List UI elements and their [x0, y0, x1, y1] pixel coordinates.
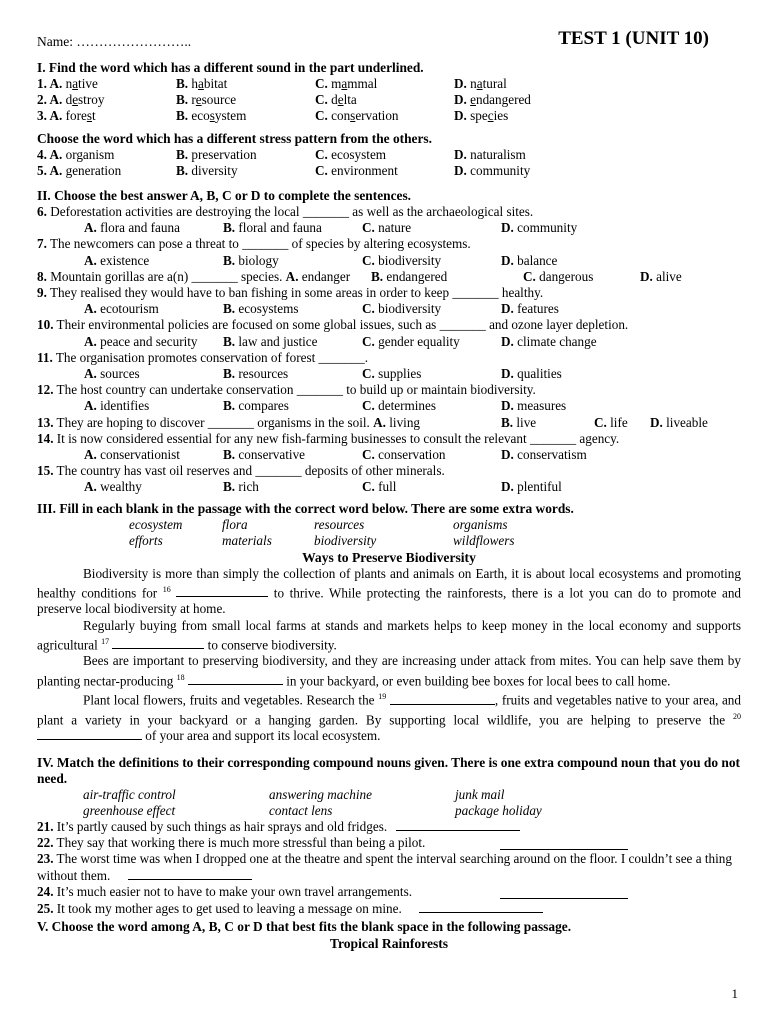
option-a: sources — [100, 366, 140, 382]
passage-paragraph-1: Biodiversity is more than simply the collection of plants and animals on Earth, it is about local ecosystems and promoting healthy conditions for $^{16}$ to thrive. While protecting the rainforests, there is a lot you can do to promote and preserve local biodiversity at home. — [37, 565, 742, 617]
section-4-heading: IV. Match the definitions to their corresponding compound nouns given. There is one extra compound noun that you do not need. — [37, 754, 740, 786]
option-d: D. natural — [454, 76, 507, 91]
option-c: nature — [378, 220, 412, 236]
option-b: compares — [238, 398, 289, 414]
option-c: C. environment — [315, 162, 398, 178]
word-bank-row-2: efforts materials biodiversity wildflowers — [129, 532, 515, 548]
question-text: Their environmental policies are focused on some global issues, such as _______ and ozone layer depletion. — [56, 317, 629, 333]
answer-25[interactable] — [419, 901, 543, 913]
option-b: B. preservation — [176, 146, 257, 162]
option-a: conservationist — [100, 447, 180, 463]
blank-20[interactable] — [37, 728, 142, 740]
option-b: B. diversity — [176, 162, 238, 178]
worksheet-page — [37, 30, 741, 952]
option-c: C. delta — [315, 92, 357, 108]
section-1b-questions — [37, 147, 741, 179]
option-a: 3. A. forest — [37, 108, 96, 124]
blank-18[interactable] — [188, 673, 283, 685]
option-c: biodiversity — [378, 301, 442, 317]
passage-paragraph-4: Plant local flowers, fruits and vegetables. Research the $^{19}$ , fruits and vegetables native to your area, and plant a variety in your backyard or a hanging garden. By supporting local wildlife, you are helping to preserve the $^{20}$ of your area and support its local ecosystem. — [37, 692, 741, 744]
question-text: The host country can undertake conservation _______ to build up or maintain biodiversity. — [56, 382, 536, 398]
question-6: 6. Deforestation activities are destroying the local _______ as well as the archaeological sites. A. flora and fauna B. floral and fauna C. nature D. community — [37, 204, 578, 236]
option-d: D. species — [454, 108, 509, 124]
option-c: determines — [378, 398, 436, 414]
question-text: They realised they would have to ban fishing in some areas in order to keep _______ healthy. — [49, 285, 544, 301]
question-text: Mountain gorillas are a(n) _______ species. — [50, 268, 283, 284]
question-4 — [37, 147, 741, 163]
question-9: 9. They realised they would have to ban fishing in some areas in order to keep _______ healthy. A. ecotourism B. ecosystems C. biodiversity D. features — [37, 285, 559, 317]
option-a: identifies — [100, 398, 150, 414]
option-d: community — [517, 220, 578, 236]
option-c: full — [378, 479, 397, 495]
question-12: 12. The host country can undertake conservation _______ to build up or maintain biodiversity. A. identifies B. compares C. determines D. measures — [37, 382, 567, 414]
question-11: 11. The organisation promotes conservation of forest _______. A. sources B. resources C. supplies D. qualities — [37, 349, 562, 382]
option-b: resources — [238, 366, 289, 382]
option-a: existence — [100, 252, 150, 268]
answer-21[interactable] — [396, 819, 520, 831]
blank-17[interactable] — [112, 637, 204, 649]
question-21: 21. It’s partly caused by such things as hair sprays and old fridges. — [37, 819, 741, 835]
option-c: gender equality — [378, 333, 460, 349]
option-a: flora and fauna — [100, 220, 180, 236]
question-15: 15. The country has vast oil reserves and _______ deposits of other minerals. A. wealthy B. rich C. full D. plentiful — [37, 463, 562, 495]
question-22: 22. They say that working there is much more stressful than being a pilot. — [37, 835, 741, 851]
section-5-passage-title: Tropical Rainforests — [329, 936, 449, 952]
option-c: dangerous — [539, 268, 594, 284]
option-a: wealthy — [100, 479, 142, 495]
option-d: plentiful — [517, 479, 562, 495]
option-d: balance — [517, 252, 558, 268]
option-d: alive — [656, 268, 682, 284]
page-number: 1 — [731, 986, 738, 1001]
option-a: ecotourism — [100, 301, 159, 317]
question-23: 23. The worst time was when I dropped one at the theatre and spent the interval searching around on the floor. I couldn’t see a thing without them. — [37, 851, 732, 883]
answer-22[interactable] — [500, 838, 628, 850]
option-a: 4. A. organism — [37, 146, 115, 162]
option-b: floral and fauna — [238, 220, 322, 236]
word-bank-row-1: ecosystem flora resources organisms — [129, 516, 508, 532]
section-2-heading: II. Choose the best answer A, B, C or D to complete the sentences. — [37, 188, 412, 204]
option-d: qualities — [517, 366, 562, 382]
section-1-heading: I. Find the word which has a different sound in the part underlined. — [37, 60, 424, 75]
option-b: endangered — [386, 268, 448, 284]
option-d: D. community — [454, 162, 531, 178]
header — [37, 30, 741, 60]
answer-24[interactable] — [500, 887, 628, 899]
question-2 — [37, 92, 741, 108]
question-14: 14. It is now considered essential for any new fish-farming businesses to consult the relevant _______ agency. A. conservationist B. conservative C. conservation D. conservatism — [37, 430, 620, 463]
option-b: B. habitat — [176, 76, 228, 91]
answer-23[interactable] — [128, 868, 252, 880]
question-text: Deforestation activities are destroying the local _______ as well as the archaeological sites. — [50, 204, 534, 220]
option-c: C. conservation — [315, 108, 399, 124]
option-a: peace and security — [100, 333, 198, 349]
name-field-label: Name: …………………….. — [37, 34, 192, 49]
option-a: 1. A. native — [37, 76, 98, 91]
option-b: B. ecosystem — [176, 108, 247, 124]
option-d: measures — [517, 398, 567, 414]
option-d: conservatism — [517, 447, 587, 463]
option-b: ecosystems — [238, 301, 299, 317]
question-10: 10. Their environmental policies are focused on some global issues, such as _______ and ozone layer depletion. A. peace and security B. law and justice C. gender equality D. climate change — [37, 317, 629, 349]
question-text: The newcomers can pose a threat to _______ of species by altering ecosystems. — [49, 236, 471, 252]
option-a: 5. A. generation — [37, 162, 122, 178]
option-c: C. mammal — [315, 76, 378, 91]
option-c: conservation — [378, 447, 446, 463]
question-text: It is now considered essential for any new fish-farming businesses to consult the relevant _______ agency. — [56, 430, 620, 446]
option-d: climate change — [517, 333, 597, 349]
question-3 — [37, 108, 741, 124]
question-13: 13. They are hoping to discover _______ organisms in the soil. A. living B. live C. life D. liveable — [37, 414, 708, 430]
option-c: life — [610, 414, 628, 430]
question-7: 7. The newcomers can pose a threat to _______ of species by altering ecosystems. A. existence B. biology C. biodiversity D. balance — [37, 236, 558, 268]
option-b: law and justice — [238, 333, 318, 349]
passage-paragraph-3: Bees are important to preserving biodiversity, and they are increasing under attack from mites. You can help save them by planting nectar-producing $^{18}$ in your backyard, or even building bee boxes for local bees to call home. — [37, 653, 741, 689]
test-title: TEST 1 (UNIT 10) — [558, 28, 709, 49]
question-text: The country has vast oil reserves and _______ deposits of other minerals. — [56, 463, 445, 479]
option-b: biology — [238, 252, 279, 268]
question-24: 24. It’s much easier not to have to make your own travel arrangements. — [37, 884, 741, 900]
option-c: supplies — [378, 366, 422, 382]
section-5-heading: V. Choose the word among A, B, C or D that best fits the blank space in the following passage. — [37, 919, 572, 935]
option-b: live — [516, 414, 537, 430]
passage-paragraph-2: Regularly buying from small local farms at stands and markets helps to keep money in the local economy and supports agricultural $^{17}$ to conserve biodiversity. — [37, 617, 741, 653]
compound-bank-row-2: greenhouse effect contact lens package holiday — [83, 802, 542, 818]
section-1-questions — [37, 76, 741, 125]
section-1b-heading: Choose the word which has a different stress pattern from the others. — [37, 130, 432, 146]
option-b: conservative — [238, 447, 306, 463]
blank-16[interactable] — [176, 585, 268, 597]
option-c: biodiversity — [378, 252, 442, 268]
question-8: 8. Mountain gorillas are a(n) _______ species. A. endanger B. endangered C. dangerous D. alive — [37, 268, 682, 284]
compound-bank-row-1: air-traffic control answering machine junk mail — [83, 786, 505, 802]
section-3-heading: III. Fill in each blank in the passage with the correct word below. There are some extra words. — [37, 500, 574, 516]
option-a: endanger — [301, 268, 351, 284]
question-25: 25. It took my mother ages to get used to leaving a message on mine. — [37, 901, 741, 917]
blank-19[interactable] — [390, 693, 495, 705]
option-d: D. naturalism — [454, 146, 526, 162]
option-c: C. ecosystem — [315, 146, 387, 162]
option-b: rich — [238, 479, 259, 495]
question-1 — [37, 76, 741, 92]
option-d: D. endangered — [454, 92, 531, 108]
option-a: living — [389, 414, 421, 430]
question-5 — [37, 163, 741, 179]
option-d: liveable — [666, 414, 708, 430]
question-text: They are hoping to discover _______ organisms in the soil. — [56, 414, 370, 430]
question-text: The organisation promotes conservation of forest _______. — [55, 349, 368, 365]
option-b: B. resource — [176, 92, 237, 108]
option-a: 2. A. destroy — [37, 92, 105, 108]
option-d: features — [517, 301, 559, 317]
passage-title: Ways to Preserve Biodiversity — [302, 549, 476, 565]
